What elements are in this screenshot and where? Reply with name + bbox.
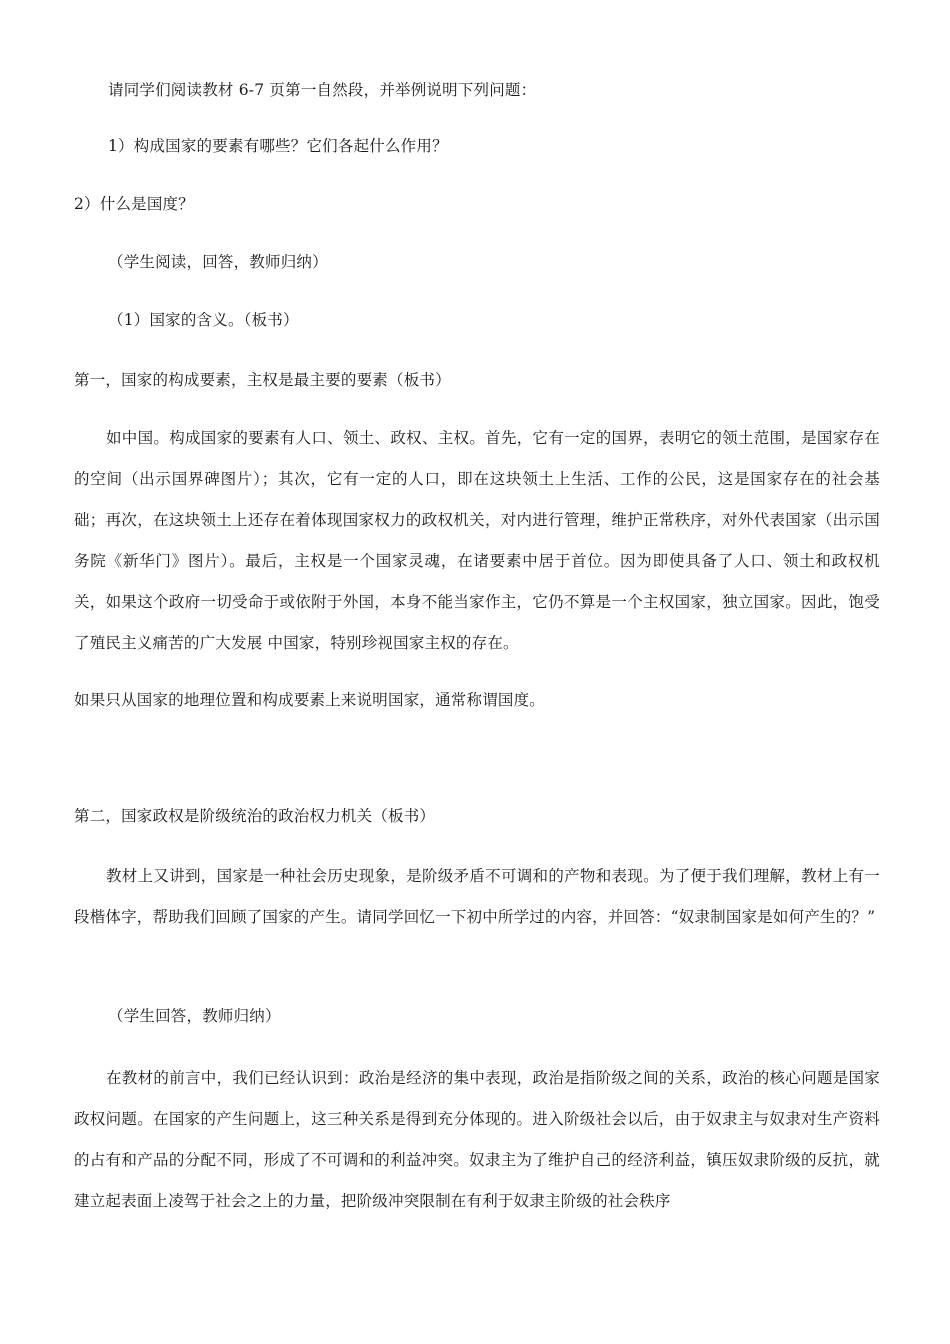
textbook-paragraph: 教材上又讲到，国家是一种社会历史现象，是阶级矛盾不可调和的产物和表现。为了便于我们理解，教材上有一段楷体字，帮助我们回顾了国家的产生。请同学回忆一下初中所学过的内容，并回答：“奴隶制国家是如何产生的？” — [74, 867, 880, 926]
reading-prompt: 请同学们阅读教材 6-7 页第一自然段，并举例说明下列问题： — [108, 81, 537, 99]
preface-paragraph: 在教材的前言中，我们已经认识到：政治是经济的集中表现，政治是指阶级之间的关系，政治的核心问题是国家政权问题。在国家的产生问题上，这三种关系是得到充分体现的。进入阶级社会以后，由于奴隶主与奴隶对生产资料的占有和产品的分配不同，形成了不可调和的利益冲突。奴隶主为了维护自己的经济利益，镇压奴隶阶级的反抗，就建立起表面上凌驾于社会之上的力量，把阶级冲突限制在有利于奴隶主阶级的社会秩序 — [74, 1069, 880, 1210]
question-1: 1）构成国家的要素有哪些？它们各起什么作用？ — [108, 137, 448, 155]
country-definition-line: 如果只从国家的地理位置和构成要素上来说明国家，通常称谓国度。 — [74, 691, 546, 709]
section-heading-second: 第二，国家政权是阶级统治的政治权力机关（板书） — [74, 807, 436, 825]
teacher-note: （学生阅读，回答，教师归纳） — [108, 253, 328, 271]
teacher-note-2: （学生回答，教师归纳） — [108, 1007, 281, 1025]
example-paragraph: 如中国。构成国家的要素有人口、领土、政权、主权。首先，它有一定的国界，表明它的领土范围，是国家存在的空间（出示国界碑图片）；其次，它有一定的人口，即在这块领土上生活、工作的公民，这是国家存在的社会基础；再次，在这块领土上还存在着体现国家权力的政权机关，对内进行管理，维护正常秩序，对外代表国家（出示国务院《新华门》图片）。最后，主权是一个国家灵魂，在诸要素中居于首位。因为即使具备了人口、领土和政权机关，如果这个政府一切受命于或依附于外国，本身不能当家作主，它仍不算是一个主权国家，独立国家。因此，饱受了殖民主义痛苦的广大发展 中国家，特别珍视国家主权的存在。 — [74, 429, 880, 652]
section-heading-first: 第一，国家的构成要素，主权是最主要的要素（板书） — [74, 371, 451, 389]
section-heading-meaning: （1）国家的含义。（板书） — [108, 311, 299, 329]
question-2: 2）什么是国度？ — [74, 195, 194, 213]
